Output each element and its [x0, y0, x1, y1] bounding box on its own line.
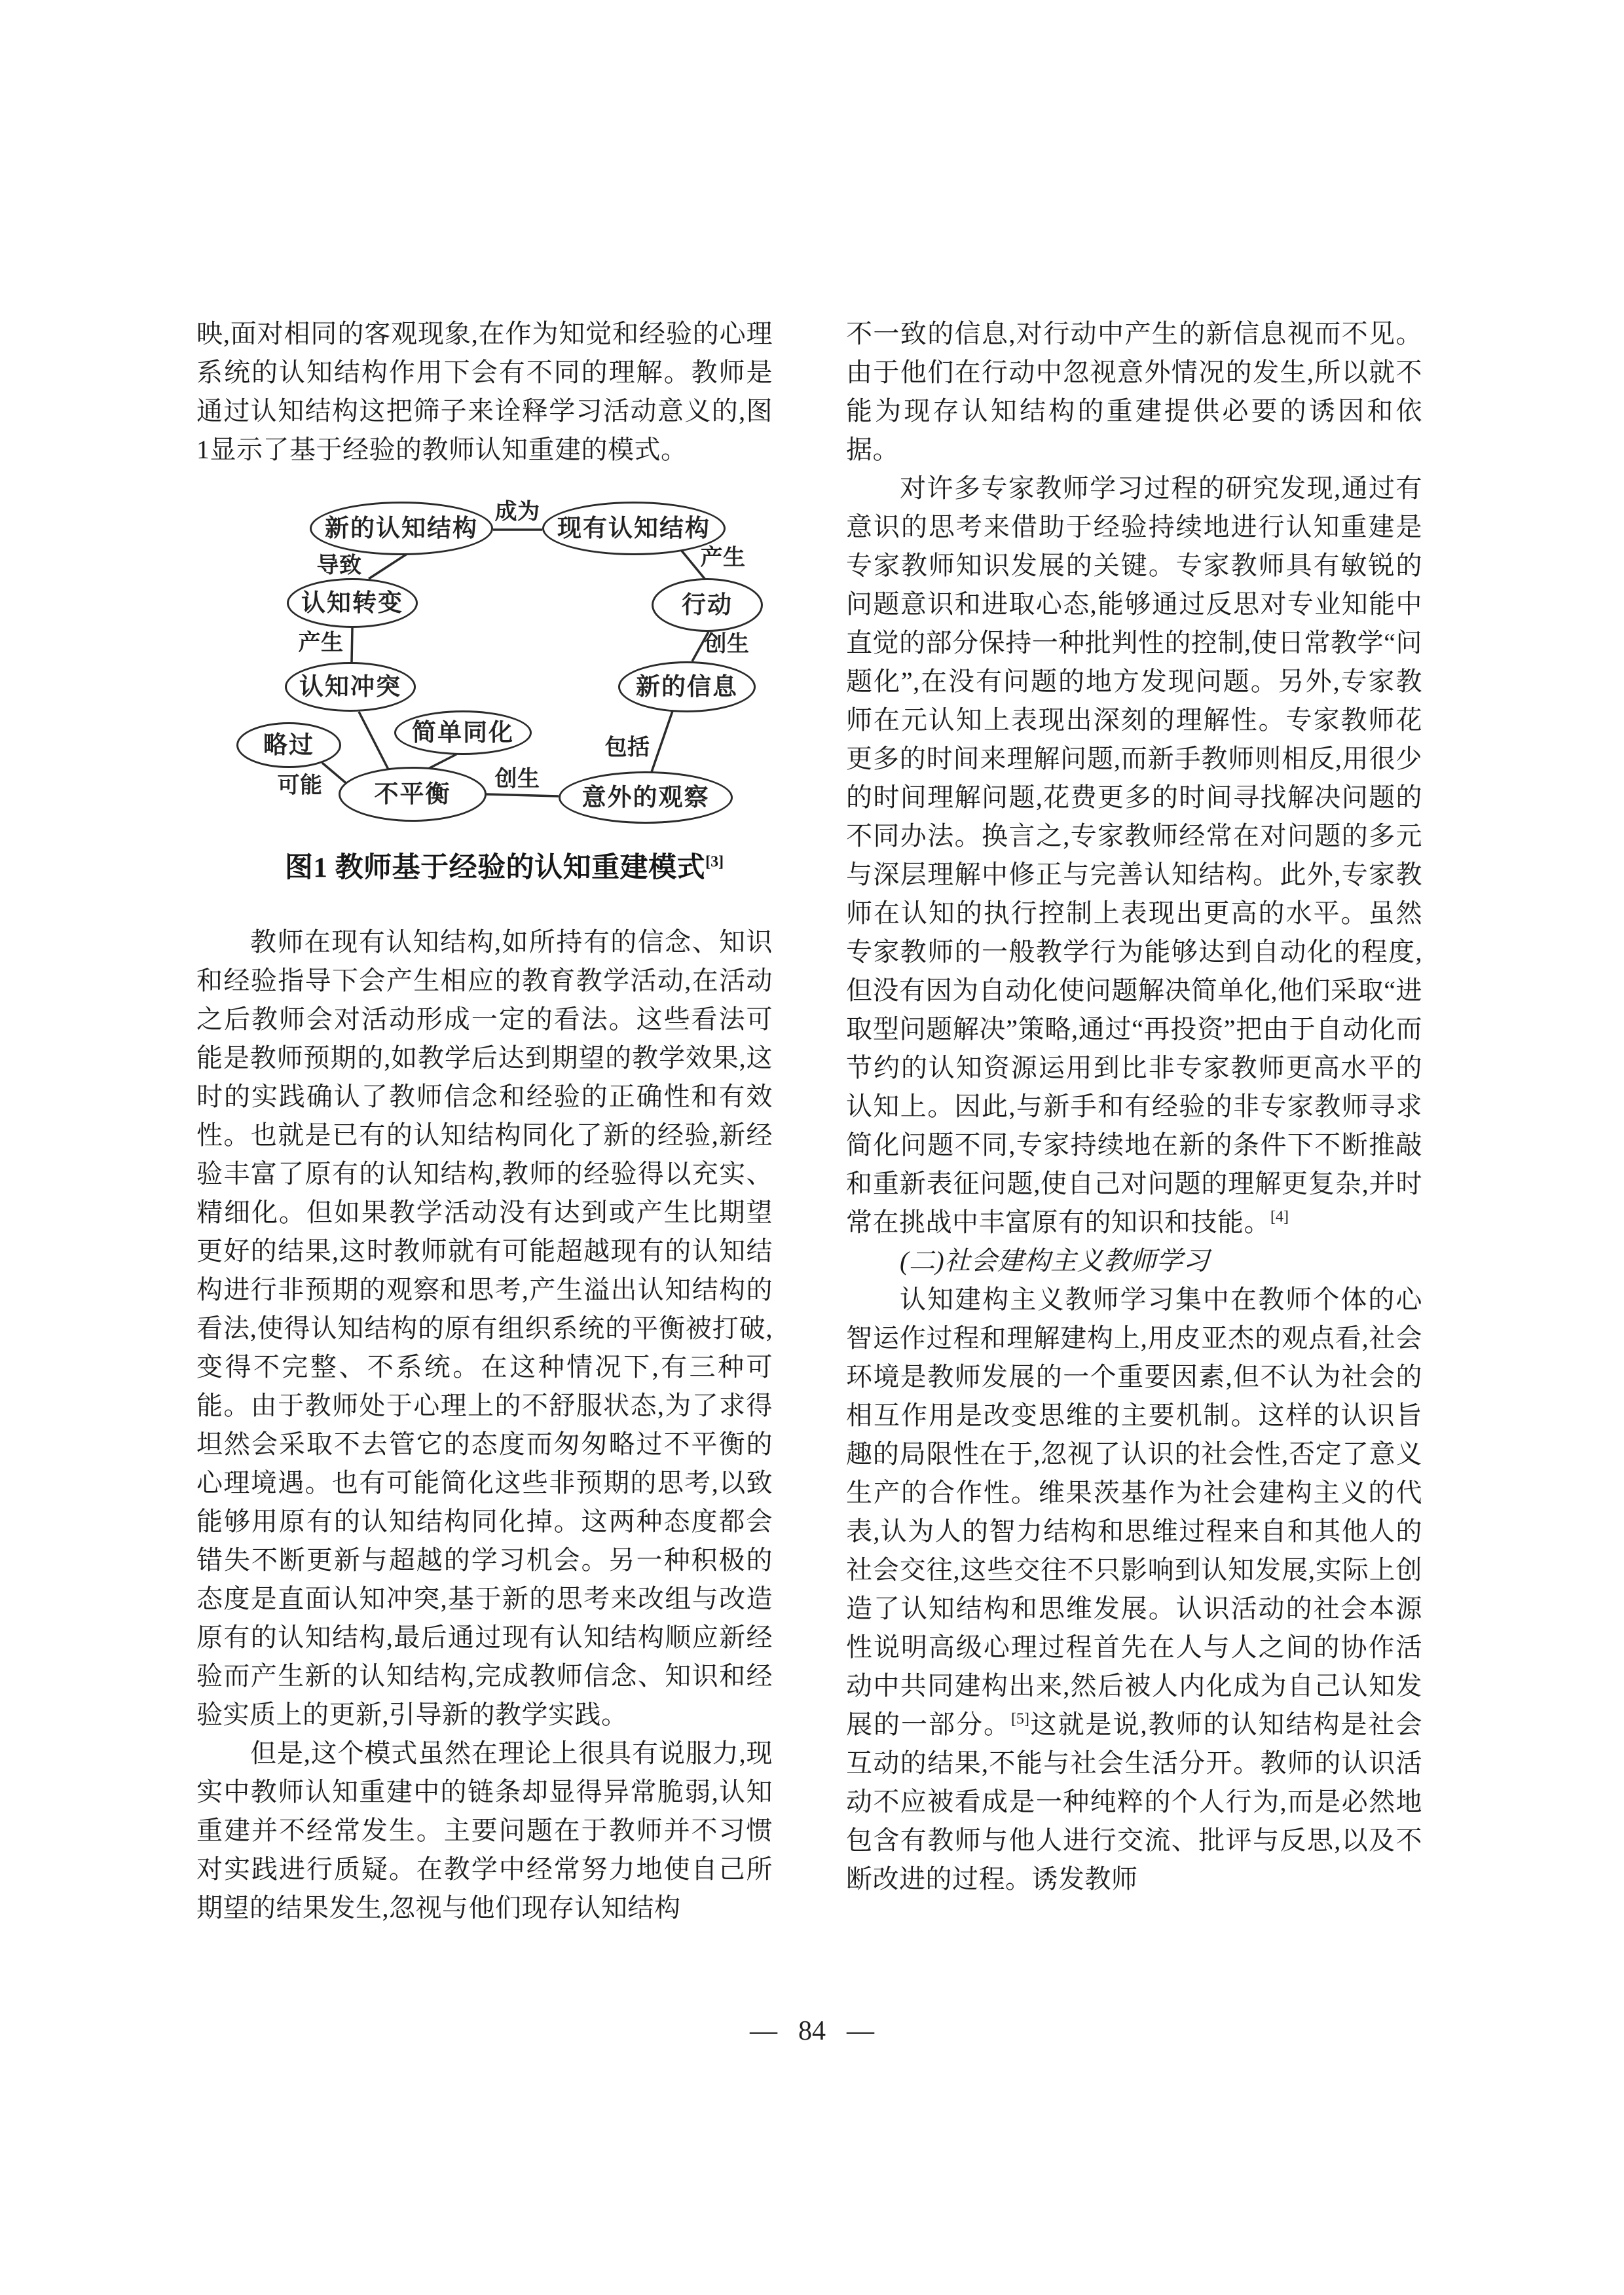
- diagram-edge-label-become: 成为: [494, 500, 540, 524]
- text-segment: 这就是说,教师的认知结构是社会互动的结果,不能与社会生活分开。教师的认识活动不应被看成是一种纯粹的个人行为,而是必然地包含有教师与他人进行交流、批评与反思,以及不断改进的过程。诱发教师: [846, 1710, 1423, 1894]
- body-paragraph: [846, 1280, 1422, 1898]
- figure-1-caption: [210, 849, 799, 887]
- diagram-edge-skip-to-disequil: [322, 763, 348, 785]
- diagram-edge-label-produce-left: 产生: [298, 631, 344, 655]
- left-column-body: [196, 923, 773, 1927]
- diagram-node-action: 行动: [652, 578, 763, 632]
- text-segment: 映,面对相同的客观现象,在作为知觉和经验的心理系统的认知结构作用下会有不同的理解。教师是通过认知结构这把筛子来诠释学习活动意义的,图1显示了基于经验的教师认知重建的模式。: [196, 319, 773, 464]
- section-subheading: [846, 1241, 1422, 1280]
- diagram-node-cognitive-conflict: 认知冲突: [285, 662, 416, 712]
- diagram-node-skip-over: 略过: [236, 722, 341, 768]
- left-column: [196, 314, 773, 1927]
- body-paragraph: [846, 469, 1422, 1241]
- diagram-node-new-cognitive-structure: 新的认知结构: [310, 502, 493, 555]
- diagram-edge-label-create-mid: 创生: [494, 767, 540, 792]
- diagram-node-existing-cognitive-structure: 现有认知结构: [542, 502, 726, 555]
- right-column: [846, 314, 1422, 1898]
- text-segment: 对许多专家教师学习过程的研究发现,通过有意识的思考来借助于经验持续地进行认知重建是专家教师知识发展的关键。专家教师具有敏锐的问题意识和进取心态,能够通过反思对专业知能中直觉的部分保持一种批判性的控制,使日常教学“问题化”,在没有问题的地方发现问题。另外,专家教师在元认知上表现出深刻的理解性。专家教师花更多的时间来理解问题,而新手教师则相反,用很少的时间理解问题,花费更多的时间寻找解决问题的不同办法。换言之,专家教师经常在对问题的多元与深层理解中修正与完善认知结构。此外,专家教师在认知的执行控制上表现出更高的水平。虽然专家教师的一般教学行为能够达到自动化的程度,但没有因为自动化使问题解决简单化,他们采取“进取型问题解决”策略,通过“再投资”把由于自动化而节约的认知资源运用到比非专家教师更高水平的认知上。因此,与新手和有经验的非专家教师寻求简化问题不同,专家持续地在新的条件下不断推敲和重新表征问题,使自己对问题的理解更复杂,并时常在挑战中丰富原有的知识和技能。: [846, 473, 1422, 1237]
- citation-ref: [4]: [1270, 1208, 1289, 1226]
- diagram-node-new-information: 新的信息: [618, 661, 756, 712]
- text-segment: 教师在现有认知结构,如所持有的信念、知识和经验指导下会产生相应的教育教学活动,在活动之后教师会对活动形成一定的看法。这些看法可能是教师预期的,如教学后达到期望的教学效果,这时的实践确认了教师信念和经验的正确性和有效性。也就是已有的认知结构同化了新的经验,新经验丰富了原有的认知结构,教师的经验得以充实、精细化。但如果教学活动没有达到或产生比期望更好的结果,这时教师就有可能超越现有的认知结构进行非预期的观察和思考,产生溢出认知结构的看法,使得认知结构的原有组织系统的平衡被打破,变得不完整、不系统。在这种情况下,有三种可能。由于教师处于心理上的不舒服状态,为了求得坦然会采取不去管它的态度而匆匆略过不平衡的心理境遇。也有可能简化这些非预期的思考,以致能够用原有的认知结构同化掉。这两种态度都会错失不断更新与超越的学习机会。另一种积极的态度是直面认知冲突,基于新的思考来改组与改造原有的认知结构,最后通过现有认知结构顺应新经验而产生新的认知结构,完成教师信念、知识和经验实质上的更新,引导新的教学实践。: [196, 927, 773, 1729]
- right-column-body: [846, 314, 1422, 1898]
- figure-1-diagram: [210, 492, 799, 839]
- text-segment: (二)社会建构主义教师学习: [900, 1246, 1210, 1276]
- diagram-edge-change-to-newstructure: [369, 553, 408, 579]
- left-column-intro: [196, 314, 773, 469]
- text-segment: 认知建构主义教师学习集中在教师个体的心智运作过程和理解建构上,用皮亚杰的观点看,社会环境是教师发展的一个重要因素,但不认为社会的相互作用是改变思维的主要机制。这样的认识旨趣的局限性在于,忽视了认识的社会性,否定了意义生产的合作性。维果茨基作为社会建构主义的代表,认为人的智力结构和思维过程来自和其他人的社会交往,这些交往不只影响到认知发展,实际上创造了认知结构和思维发展。认识活动的社会本源性说明高级心理过程首先在人与人之间的协作活动中共同建构出来,然后被人内化成为自己认知发展的一部分。: [846, 1285, 1422, 1739]
- diagram-edge-label-produce-right: 产生: [700, 545, 746, 570]
- intro-paragraph: [196, 314, 773, 469]
- footer-right-dash: —: [847, 2016, 874, 2046]
- text-segment: 但是,这个模式虽然在理论上很具有说服力,现实中教师认知重建中的链条却显得异常脆弱,认知重建并不经常发生。主要问题在于教师并不习惯对实践进行质疑。在教学中经常努力地使自己所期望的结果发生,忽视与他们现存认知结构: [196, 1738, 773, 1922]
- diagram-node-disequilibrium: 不平衡: [339, 767, 487, 822]
- diagram-edge-label-include: 包括: [604, 735, 650, 760]
- diagram-node-unexpected-observation: 意外的观察: [559, 771, 733, 824]
- figure-1: [210, 492, 799, 887]
- diagram-node-cognitive-change: 认知转变: [287, 578, 418, 628]
- figure-caption-text: 图1 教师基于经验的认知重建模式: [284, 853, 706, 883]
- caption-citation-ref: [3]: [705, 853, 724, 871]
- diagram-edge-label-create-right: 创生: [704, 632, 750, 657]
- diagram-edge-newinfo-to-unexpected: [652, 711, 673, 772]
- body-paragraph: [196, 923, 773, 1734]
- body-paragraph: [196, 1734, 773, 1927]
- page-footer: [0, 2015, 1624, 2047]
- text-segment: 不一致的信息,对行动中产生的新信息视而不见。由于他们在行动中忽视意外情况的发生,所以就不能为现存认知结构的重建提供必要的诱因和依据。: [846, 319, 1422, 464]
- diagram-node-simple-assimilation: 简单同化: [394, 710, 532, 755]
- page-number: 84: [798, 2016, 826, 2046]
- diagram-edge-conflict-to-disequil: [359, 712, 388, 769]
- diagram-edge-label-lead-to: 导致: [316, 553, 362, 578]
- citation-ref: [5]: [1011, 1710, 1029, 1728]
- body-paragraph: [846, 314, 1422, 469]
- diagram-edge-label-maybe: 可能: [277, 773, 323, 798]
- footer-left-dash: —: [750, 2016, 777, 2046]
